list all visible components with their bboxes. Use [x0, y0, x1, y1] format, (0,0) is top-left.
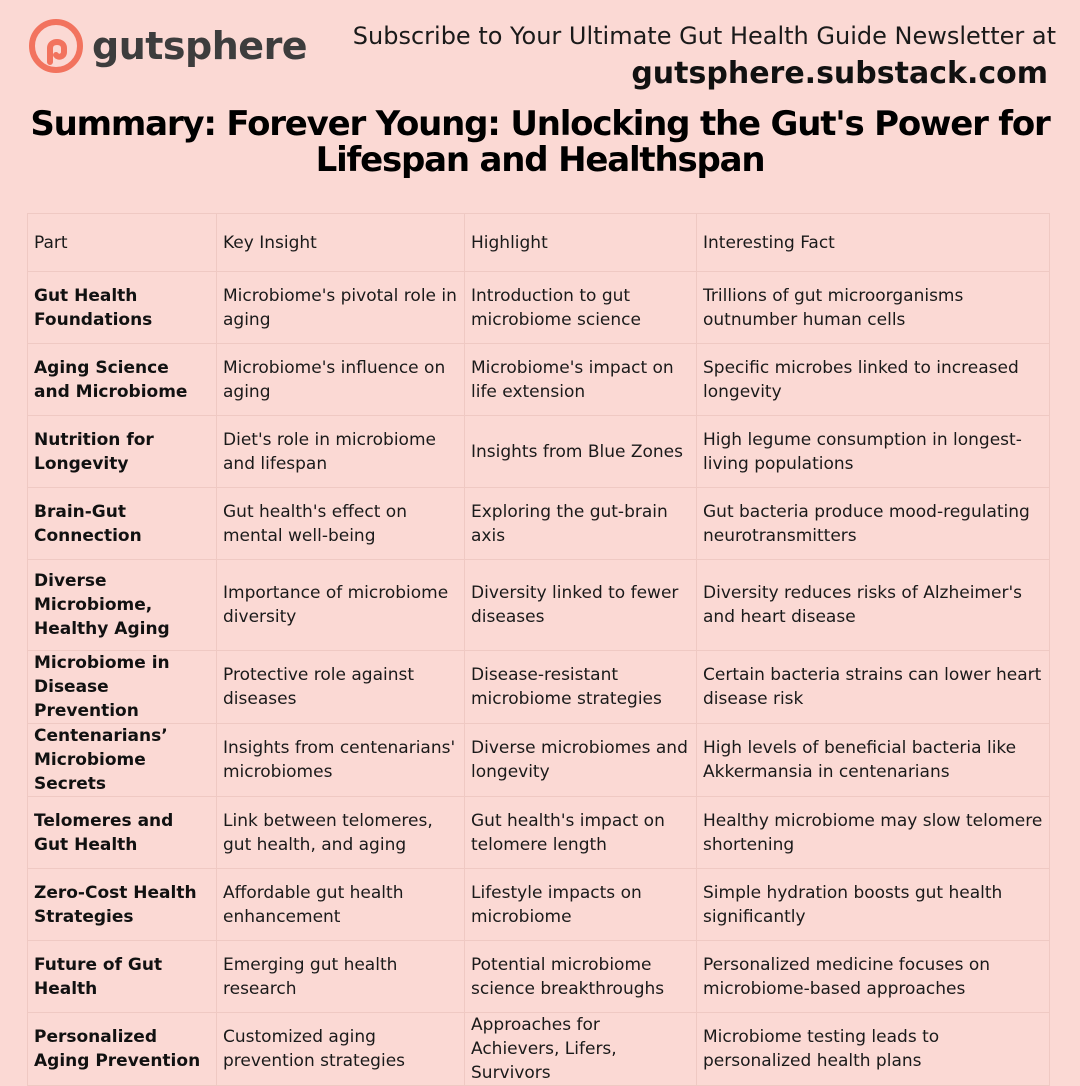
cell-fact: Diversity reduces risks of Alzheimer's and heart disease — [697, 560, 1050, 651]
cell-highlight: Lifestyle impacts on microbiome — [465, 869, 697, 941]
table-row — [28, 272, 1050, 344]
table-row — [28, 488, 1050, 560]
cell-fact: High legume consumption in longest-living populations — [697, 416, 1050, 488]
cell-insight: Diet's role in microbiome and lifespan — [217, 416, 465, 488]
cell-fact: Personalized medicine focuses on microbiome-based approaches — [697, 941, 1050, 1013]
cell-insight: Gut health's effect on mental well-being — [217, 488, 465, 560]
page-title: Summary: Forever Young: Unlocking the Gut's Power for Lifespan and Healthspan — [30, 104, 1050, 180]
subscribe-banner — [353, 20, 1056, 94]
cell-part: Telomeres and Gut Health — [28, 797, 217, 869]
cell-part: Diverse Microbiome, Healthy Aging — [28, 560, 217, 651]
newsletter-link[interactable]: gutsphere.substack.com — [631, 56, 1048, 91]
cell-insight: Link between telomeres, gut health, and aging — [217, 797, 465, 869]
cell-insight: Microbiome's influence on aging — [217, 344, 465, 416]
cell-fact: Healthy microbiome may slow telomere shortening — [697, 797, 1050, 869]
cell-part: Zero-Cost Health Strategies — [28, 869, 217, 941]
cell-insight: Customized aging prevention strategies — [217, 1013, 465, 1086]
summary-table — [27, 213, 1050, 1086]
cell-highlight: Diverse microbiomes and longevity — [465, 724, 697, 797]
cell-fact: Trillions of gut microorganisms outnumber human cells — [697, 272, 1050, 344]
table-row — [28, 941, 1050, 1013]
cell-insight: Affordable gut health enhancement — [217, 869, 465, 941]
cell-insight: Microbiome's pivotal role in aging — [217, 272, 465, 344]
cell-highlight: Microbiome's impact on life extension — [465, 344, 697, 416]
cell-highlight: Introduction to gut microbiome science — [465, 272, 697, 344]
cell-highlight: Insights from Blue Zones — [465, 416, 697, 488]
cell-fact: Simple hydration boosts gut health significantly — [697, 869, 1050, 941]
cell-part: Nutrition for Longevity — [28, 416, 217, 488]
cell-fact: Gut bacteria produce mood-regulating neurotransmitters — [697, 488, 1050, 560]
table-row — [28, 560, 1050, 651]
header — [0, 0, 1080, 100]
cell-part: Future of Gut Health — [28, 941, 217, 1013]
cell-part: Personalized Aging Prevention — [28, 1013, 217, 1086]
table-row — [28, 724, 1050, 797]
cell-fact: High levels of beneficial bacteria like Akkermansia in centenarians — [697, 724, 1050, 797]
header-highlight: Highlight — [465, 214, 697, 272]
subscribe-text: Subscribe to Your Ultimate Gut Health Guide Newsletter at — [352, 22, 1056, 50]
header-key-insight: Key Insight — [217, 214, 465, 272]
cell-highlight: Approaches for Achievers, Lifers, Survivors — [465, 1013, 697, 1086]
cell-part: Aging Science and Microbiome — [28, 344, 217, 416]
gut-logo-icon — [28, 18, 84, 74]
cell-highlight: Potential microbiome science breakthroughs — [465, 941, 697, 1013]
table-row — [28, 416, 1050, 488]
table-row — [28, 797, 1050, 869]
cell-insight: Emerging gut health research — [217, 941, 465, 1013]
table-row — [28, 869, 1050, 941]
cell-insight: Protective role against diseases — [217, 651, 465, 724]
cell-highlight: Diversity linked to fewer diseases — [465, 560, 697, 651]
header-part: Part — [28, 214, 217, 272]
table-header-row — [28, 214, 1050, 272]
cell-highlight: Gut health's impact on telomere length — [465, 797, 697, 869]
cell-part: Gut Health Foundations — [28, 272, 217, 344]
cell-fact: Specific microbes linked to increased longevity — [697, 344, 1050, 416]
cell-fact: Microbiome testing leads to personalized health plans — [697, 1013, 1050, 1086]
cell-part: Centenarians’ Microbiome Secrets — [28, 724, 217, 797]
cell-highlight: Disease-resistant microbiome strategies — [465, 651, 697, 724]
brand-logo-group[interactable] — [28, 16, 307, 76]
cell-part: Microbiome in Disease Prevention — [28, 651, 217, 724]
cell-highlight: Exploring the gut-brain axis — [465, 488, 697, 560]
cell-insight: Insights from centenarians' microbiomes — [217, 724, 465, 797]
table-row — [28, 1013, 1050, 1086]
cell-fact: Certain bacteria strains can lower heart disease risk — [697, 651, 1050, 724]
table-row — [28, 651, 1050, 724]
table-row — [28, 344, 1050, 416]
brand-name: gutsphere — [92, 24, 308, 68]
header-interesting-fact: Interesting Fact — [697, 214, 1050, 272]
cell-insight: Importance of microbiome diversity — [217, 560, 465, 651]
cell-part: Brain-Gut Connection — [28, 488, 217, 560]
